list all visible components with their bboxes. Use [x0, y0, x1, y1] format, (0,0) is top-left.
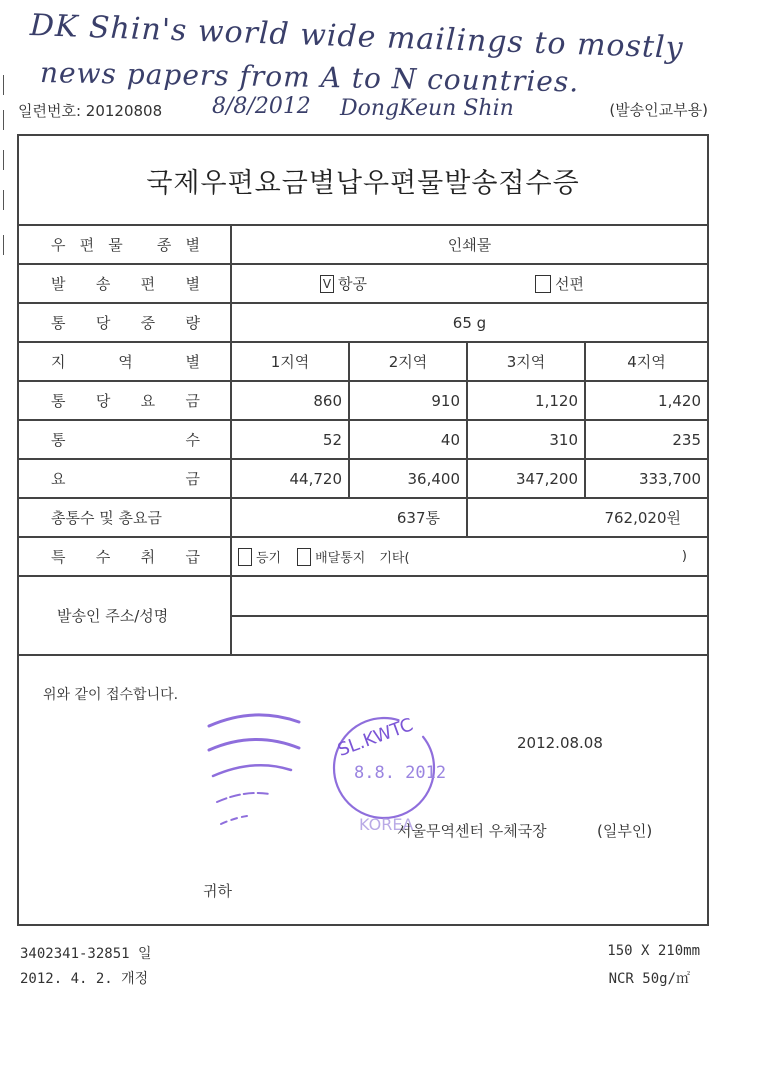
cancel-wave: [213, 765, 291, 776]
rate-cell: 1,420: [658, 391, 701, 410]
post-office: 서울무역센터 우체국장: [397, 822, 547, 840]
label-char: 취: [140, 548, 156, 566]
paper-type: NCR 50g/㎡: [608, 971, 690, 987]
cancel-wave: [217, 793, 269, 802]
label-char: 급: [185, 548, 200, 566]
label-char: 편: [140, 275, 156, 293]
label-char: 발: [51, 275, 66, 293]
seal-label: (일부인): [597, 822, 653, 840]
row-totals: [19, 499, 707, 538]
label-char: 별: [185, 275, 200, 293]
count-values: [232, 421, 707, 458]
sender-fields: [232, 577, 707, 654]
label-charge: [19, 460, 232, 497]
label-totals: 총통수 및 총요금: [19, 499, 232, 536]
sender-address-field[interactable]: [232, 577, 707, 617]
row-sender: [19, 577, 707, 656]
handwritten-note-line1: DK Shin's world wide mailings to mostly: [29, 8, 685, 66]
handwritten-signature: DongKeun Shin: [340, 96, 514, 121]
margin-mark: [3, 190, 4, 210]
label-char: 중: [140, 314, 156, 332]
label-char: 역: [118, 353, 133, 371]
label-char: 종: [156, 236, 172, 254]
revision-date: 2012. 4. 2. 개정: [20, 971, 149, 987]
label-sender: 발송인 주소/성명: [19, 577, 232, 654]
total-fee: 762,020원: [604, 509, 681, 527]
option-surface-label: 선편: [554, 275, 584, 293]
label-char: 통: [51, 392, 66, 410]
rate-cell: 1,120: [468, 382, 586, 419]
label-char: 수: [185, 431, 200, 449]
checkbox-surface[interactable]: [535, 275, 551, 293]
region-header: 4지역: [627, 353, 666, 371]
row-charge: [19, 460, 707, 499]
charge-values: [232, 460, 707, 497]
checkbox-air[interactable]: V: [320, 275, 334, 293]
label-char: 금: [185, 470, 200, 488]
cancel-wave: [209, 715, 299, 726]
label-char: 요: [51, 470, 66, 488]
option-registered[interactable]: [238, 547, 281, 566]
form-code: 3402341-32851 일: [20, 946, 152, 962]
label-char: 수: [95, 548, 111, 566]
checkbox-delivery-notice[interactable]: [297, 548, 311, 566]
charge-cell: 36,400: [350, 460, 468, 497]
label-char: 송: [95, 275, 111, 293]
charge-cell: 44,720: [232, 460, 350, 497]
postmark-bottom: KOREA: [359, 815, 414, 834]
other-label: 기타(: [379, 551, 410, 566]
weight-value: 65 g: [452, 313, 487, 332]
receipt-date: 2012.08.08: [517, 734, 603, 752]
totals-values: [232, 499, 707, 536]
rate-values: [232, 382, 707, 419]
region-header: 2지역: [350, 343, 468, 380]
label-char: 요: [140, 392, 156, 410]
count-cell: 310: [468, 421, 586, 458]
option-air-label: 항공: [338, 275, 367, 293]
label-char: 편: [79, 236, 95, 254]
option-delivery-notice[interactable]: [297, 547, 365, 566]
margin-mark: [3, 235, 4, 255]
margin-mark: [3, 75, 4, 95]
label-count: [19, 421, 232, 458]
option-air[interactable]: [320, 273, 367, 294]
count-cell: 40: [350, 421, 468, 458]
label-char: 별: [185, 236, 200, 254]
row-send-method: [19, 265, 707, 304]
option-registered-label: 등기: [256, 551, 282, 566]
count-cell: 235: [672, 430, 701, 449]
label-mail-type: [19, 226, 232, 263]
label-char: 우: [51, 236, 66, 254]
row-weight: [19, 304, 707, 343]
paper-size: 150 X 210mm: [607, 943, 700, 959]
postmark-date: 8.8. 2012: [354, 763, 447, 783]
label-char: 당: [95, 392, 111, 410]
cancel-wave: [209, 739, 299, 750]
form-title: 국제우편요금별납우편물발송접수증: [19, 136, 707, 226]
label-char: 금: [185, 392, 200, 410]
copy-label: (발송인교부용): [609, 101, 708, 119]
sender-name-field[interactable]: [232, 617, 707, 655]
label-char: 지: [51, 353, 66, 371]
label-char: 량: [185, 314, 200, 332]
label-char: 통: [51, 431, 66, 449]
label-char: 특: [51, 548, 66, 566]
rate-cell: 860: [232, 382, 350, 419]
send-method-options: [232, 265, 707, 302]
postmark-top: SL.KWTC: [334, 714, 416, 761]
region-header: 3지역: [468, 343, 586, 380]
label-rate: [19, 382, 232, 419]
charge-cell: 347,200: [468, 460, 586, 497]
other-close: ): [681, 549, 687, 564]
receipt-section: [19, 656, 707, 924]
handwritten-note-line2: news papers from A to N countries.: [39, 56, 580, 99]
row-special: [19, 538, 707, 577]
handwritten-date: 8/8/2012: [212, 94, 311, 119]
addressee-honorific: 귀하: [203, 882, 232, 900]
label-send-method: [19, 265, 232, 302]
margin-mark: [3, 110, 4, 130]
total-count: 637통: [232, 499, 468, 536]
cancel-wave: [221, 816, 247, 824]
label-char: 당: [95, 314, 111, 332]
serial-number: 일련번호: 20120808: [18, 102, 163, 120]
label-special: [19, 538, 232, 575]
special-options: [232, 538, 707, 575]
option-surface[interactable]: [535, 273, 584, 294]
label-char: 물: [108, 236, 123, 254]
count-cell: 52: [232, 421, 350, 458]
label-weight: [19, 304, 232, 341]
charge-cell: 333,700: [638, 469, 701, 488]
row-rate: [19, 382, 707, 421]
mail-type-value: 인쇄물: [447, 236, 492, 254]
label-char: 통: [51, 314, 66, 332]
label-regions: [19, 343, 232, 380]
margin-mark: [3, 150, 4, 170]
row-mail-type: [19, 226, 707, 265]
label-char: 별: [185, 353, 200, 371]
accept-text: 위와 같이 접수합니다.: [43, 687, 179, 703]
region-headers: [232, 343, 707, 380]
region-header: 1지역: [232, 343, 350, 380]
row-count: [19, 421, 707, 460]
checkbox-registered[interactable]: [238, 548, 252, 566]
option-delivery-notice-label: 배달통지: [315, 551, 366, 566]
rate-cell: 910: [350, 382, 468, 419]
receipt-form: [17, 134, 709, 926]
row-regions: [19, 343, 707, 382]
